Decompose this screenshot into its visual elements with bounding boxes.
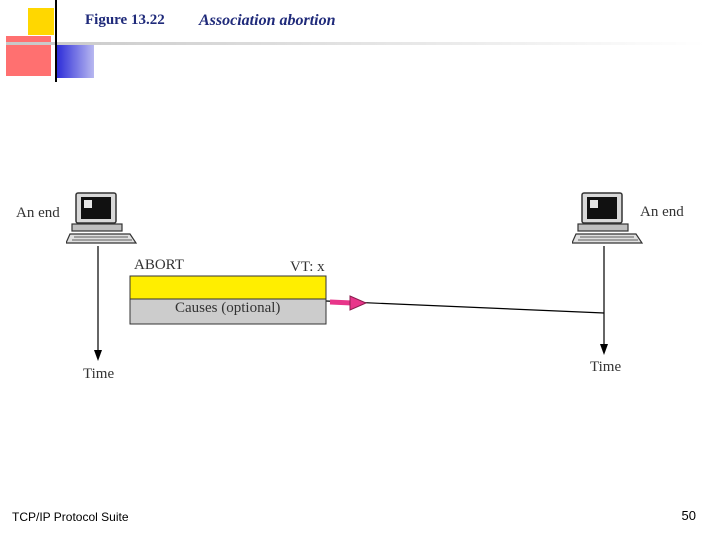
- footer-text: TCP/IP Protocol Suite: [12, 510, 129, 524]
- left-timeline-arrowhead: [94, 350, 102, 361]
- chunk-type-label: ABORT: [134, 257, 184, 273]
- direction-arrow-head: [350, 296, 366, 310]
- page-number: 50: [681, 508, 696, 523]
- direction-arrow-shaft: [330, 302, 352, 303]
- chunk-vt-label: VT: x: [290, 259, 325, 275]
- figure-caption: Association abortion: [199, 12, 336, 29]
- left-end-label: An end: [16, 205, 60, 221]
- right-timeline-arrowhead: [600, 344, 608, 355]
- right-time-label: Time: [590, 359, 622, 375]
- left-time-label: Time: [83, 366, 115, 382]
- chunk-header-field: [130, 276, 326, 299]
- figure-number: Figure 13.22: [85, 12, 165, 28]
- message-line: [326, 301, 604, 313]
- right-end-label: An end: [640, 204, 684, 220]
- chunk-cause-label: Causes (optional): [175, 300, 281, 316]
